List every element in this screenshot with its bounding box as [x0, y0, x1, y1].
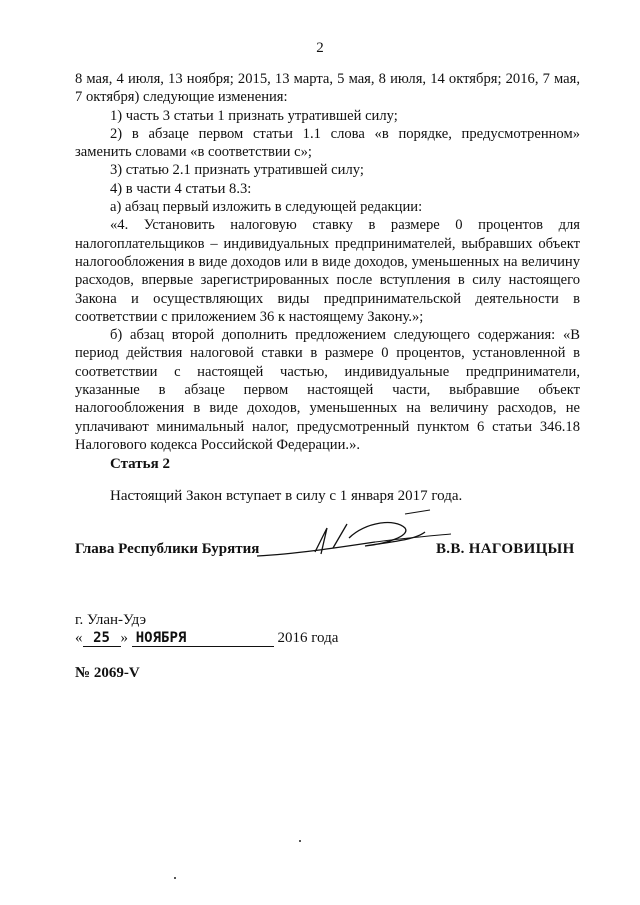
- signatory-name: В.В. НАГОВИЦЫН: [436, 541, 575, 557]
- paragraph-item-2: 2) в абзаце первом статьи 1.1 слова «в порядке, предусмотренном» заменить словами «в соответствии с»;: [75, 125, 580, 161]
- article-heading: Статья 2: [110, 456, 170, 472]
- law-number: № 2069-V: [75, 665, 140, 681]
- date-month: НОЯБРЯ: [132, 630, 274, 647]
- scan-speck: [174, 877, 176, 879]
- date-year: 2016 года: [277, 630, 339, 646]
- page-number: 2: [316, 40, 324, 56]
- paragraph-item-1: 1) часть 3 статьи 1 признать утратившей силу;: [110, 107, 398, 124]
- paragraph-amendment-intro: 8 мая, 4 июля, 13 ноября; 2015, 13 марта, 5 мая, 8 июля, 14 октября; 2016, 7 мая, 7 октября) следующие изменения:: [75, 71, 580, 106]
- date-close-quote: »: [120, 630, 128, 646]
- paragraph-item-3: 3) статью 2.1 признать утратившей силу;: [110, 162, 364, 179]
- paragraph-subitem-b: б) абзац второй дополнить предложением следующего содержания: «В период действия налоговой ставки в размере 0 процентов, установленной в соответствии с настоящей частью, индивидуальные предприниматели, указанные в абзаце первом настоящей части, выбравшие объект налогообложения в виде доходов, уменьшенных на величину расходов, не уплачивают минимальный налог, предусмотренный пунктом 6 статьи 346.18 Налогового кодекса Российской Федерации.».: [75, 327, 580, 453]
- handwritten-signature: [255, 508, 455, 568]
- signatory-title: Глава Республики Бурятия: [75, 541, 260, 557]
- article-text: Настоящий Закон вступает в силу с 1 января 2017 года.: [110, 488, 463, 504]
- date-open-quote: «: [75, 630, 83, 646]
- paragraph-subitem-a: а) абзац первый изложить в следующей редакции:: [110, 199, 423, 216]
- signing-date: [75, 630, 338, 647]
- date-day: 25: [83, 630, 121, 647]
- place-of-signing: г. Улан-Удэ: [75, 612, 147, 628]
- document-body: [75, 70, 580, 454]
- scan-speck: [299, 840, 301, 842]
- paragraph-new-wording: «4. Установить налоговую ставку в размере 0 процентов для налогоплательщиков – индивидуальных предпринимателей, выбравших объект налогообложения в виде доходов или в виде доходов, уменьшенных на величину расходов, впервые зарегистрированных после вступления в силу настоящего Закона и осуществляющих виды предпринимательской деятельности в соответствии с приложением 36 к настоящему Закону.»;: [75, 217, 580, 325]
- paragraph-item-4: 4) в части 4 статьи 8.3:: [110, 180, 252, 197]
